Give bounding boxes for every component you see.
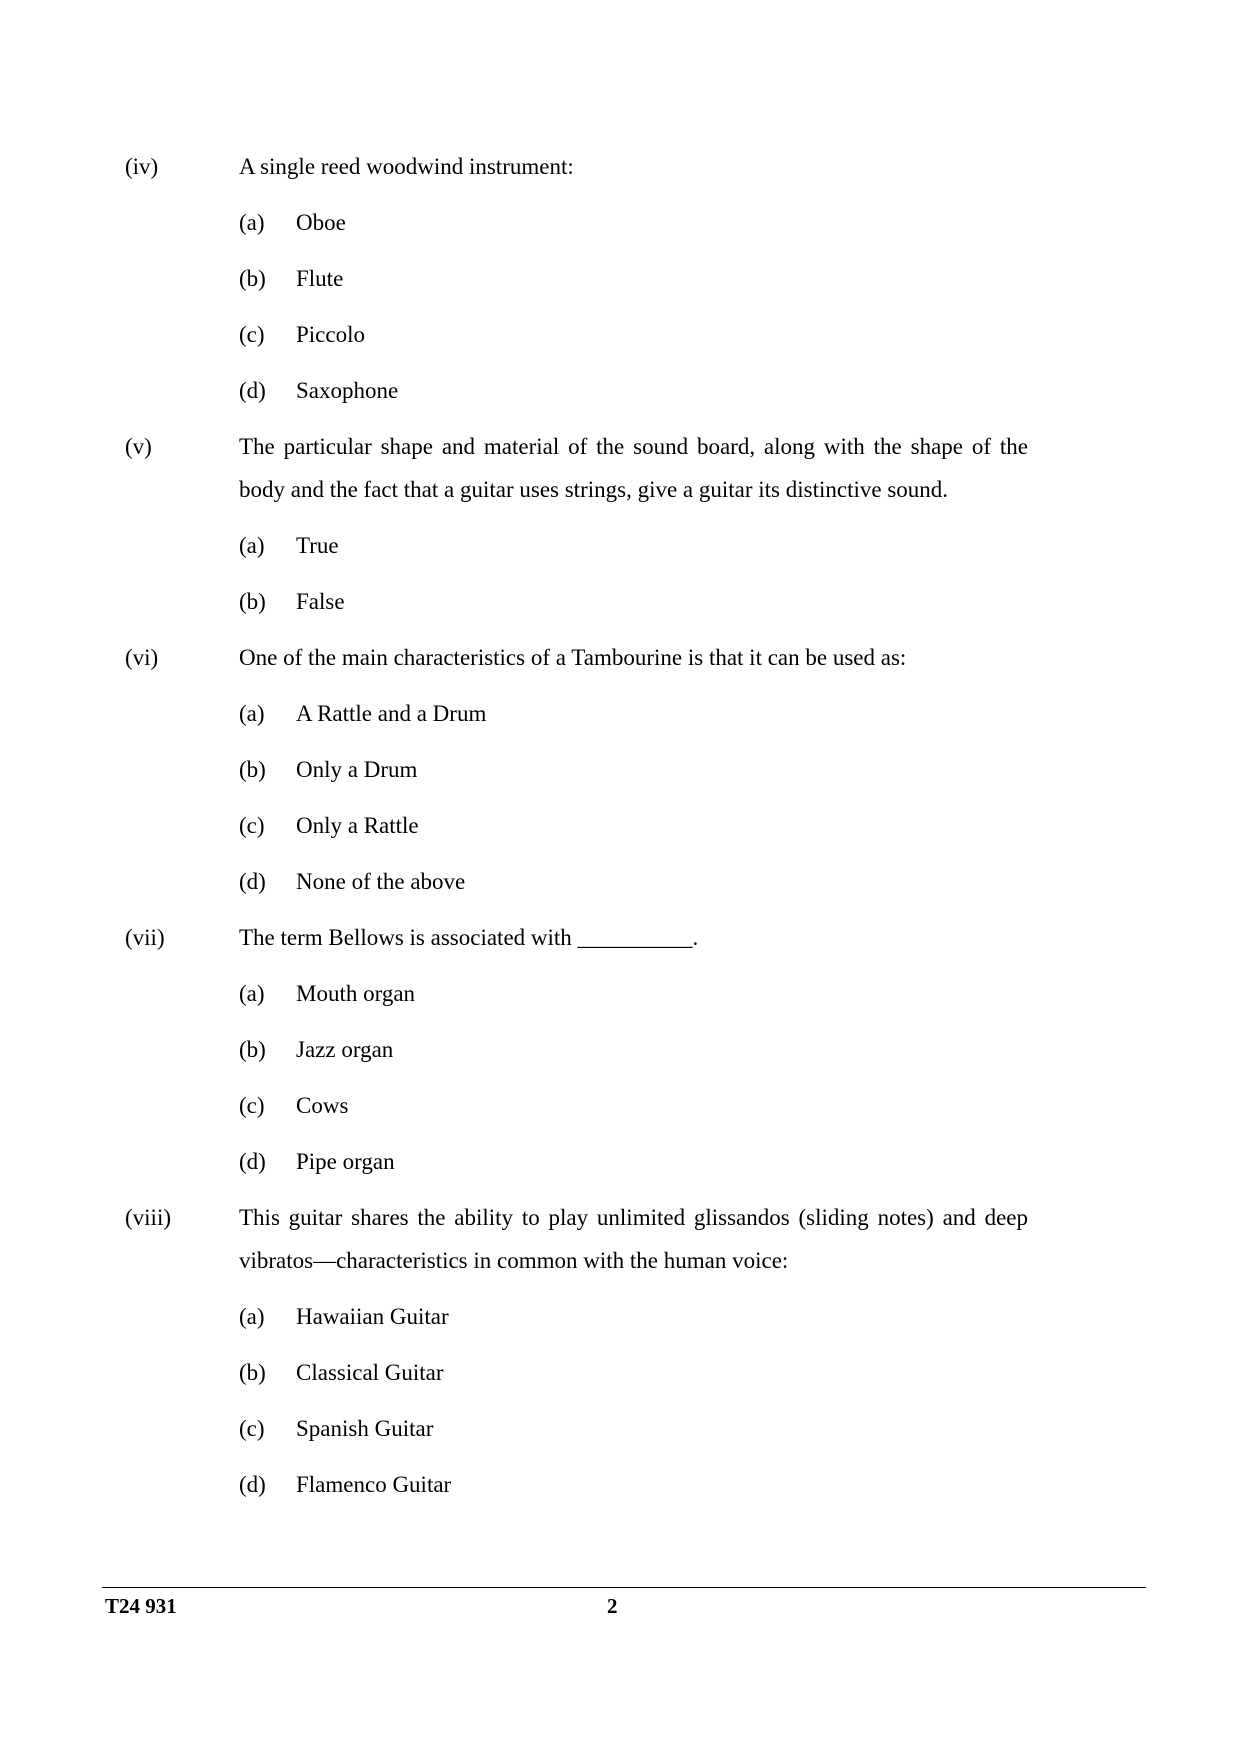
question-text: A single reed woodwind instrument: — [239, 154, 574, 179]
option-letter: (c) — [239, 813, 265, 838]
paper-code: T24 931 — [105, 1594, 177, 1618]
question-vi — [0, 636, 1241, 903]
option-c — [0, 1084, 1241, 1127]
option-list — [0, 972, 1241, 1183]
question-text: The term Bellows is associated with __________. — [239, 925, 699, 950]
option-letter: (c) — [239, 1416, 265, 1441]
question-number: (iv) — [125, 154, 159, 179]
option-text: False — [296, 589, 345, 614]
option-text: Flute — [296, 266, 344, 291]
question-vii — [0, 916, 1241, 1183]
option-text: Piccolo — [296, 322, 365, 347]
option-d — [0, 1463, 1241, 1506]
option-letter: (b) — [239, 1037, 266, 1062]
question-number: (v) — [125, 434, 152, 459]
option-a — [0, 972, 1241, 1015]
footer-divider — [102, 1587, 1146, 1588]
question-text: The particular shape and material of the sound board, along with the shape of the body and the fact that a guitar uses strings, give a guitar its distinctive sound. — [239, 434, 1028, 502]
option-text: Cows — [296, 1093, 349, 1118]
option-text: Saxophone — [296, 378, 399, 403]
question-text: This guitar shares the ability to play unlimited glissandos (sliding notes) and deep vibratos—characteristics in common with the human voice: — [239, 1205, 1028, 1273]
option-a — [0, 201, 1241, 244]
option-text: A Rattle and a Drum — [296, 701, 487, 726]
question-number: (viii) — [125, 1205, 171, 1230]
option-text: Only a Rattle — [296, 813, 419, 838]
question-number: (vii) — [125, 925, 165, 950]
option-text: Spanish Guitar — [296, 1416, 434, 1441]
option-b — [0, 1351, 1241, 1394]
option-b — [0, 748, 1241, 791]
option-letter: (d) — [239, 1149, 266, 1174]
option-letter: (c) — [239, 322, 265, 347]
option-letter: (d) — [239, 1472, 266, 1497]
option-c — [0, 313, 1241, 356]
option-letter: (a) — [239, 981, 265, 1006]
question-v — [0, 425, 1241, 623]
page-number: 2 — [607, 1594, 618, 1618]
question-viii — [0, 1196, 1241, 1506]
option-letter: (a) — [239, 210, 265, 235]
option-c — [0, 804, 1241, 847]
option-text: Oboe — [296, 210, 346, 235]
option-text: Flamenco Guitar — [296, 1472, 452, 1497]
option-letter: (b) — [239, 1360, 266, 1385]
option-letter: (b) — [239, 266, 266, 291]
option-list — [0, 524, 1241, 623]
option-letter: (d) — [239, 869, 266, 894]
option-list — [0, 692, 1241, 903]
option-text: Hawaiian Guitar — [296, 1304, 449, 1329]
option-a — [0, 692, 1241, 735]
option-text: Mouth organ — [296, 981, 416, 1006]
option-letter: (c) — [239, 1093, 265, 1118]
option-letter: (a) — [239, 533, 265, 558]
option-letter: (b) — [239, 589, 266, 614]
option-text: True — [296, 533, 339, 558]
option-text: None of the above — [296, 869, 466, 894]
option-d — [0, 1140, 1241, 1183]
option-b — [0, 1028, 1241, 1071]
option-list — [0, 1295, 1241, 1506]
option-letter: (a) — [239, 1304, 265, 1329]
option-text: Classical Guitar — [296, 1360, 444, 1385]
option-text: Only a Drum — [296, 757, 418, 782]
option-c — [0, 1407, 1241, 1450]
option-a — [0, 1295, 1241, 1338]
option-text: Jazz organ — [296, 1037, 394, 1062]
question-iv — [0, 145, 1241, 412]
option-d — [0, 369, 1241, 412]
option-text: Pipe organ — [296, 1149, 395, 1174]
question-text: One of the main characteristics of a Tambourine is that it can be used as: — [239, 645, 907, 670]
option-b — [0, 257, 1241, 300]
option-b — [0, 580, 1241, 623]
question-list — [0, 145, 1241, 1506]
option-letter: (b) — [239, 757, 266, 782]
option-d — [0, 860, 1241, 903]
option-a — [0, 524, 1241, 567]
question-number: (vi) — [125, 645, 159, 670]
option-letter: (a) — [239, 701, 265, 726]
option-letter: (d) — [239, 378, 266, 403]
option-list — [0, 201, 1241, 412]
